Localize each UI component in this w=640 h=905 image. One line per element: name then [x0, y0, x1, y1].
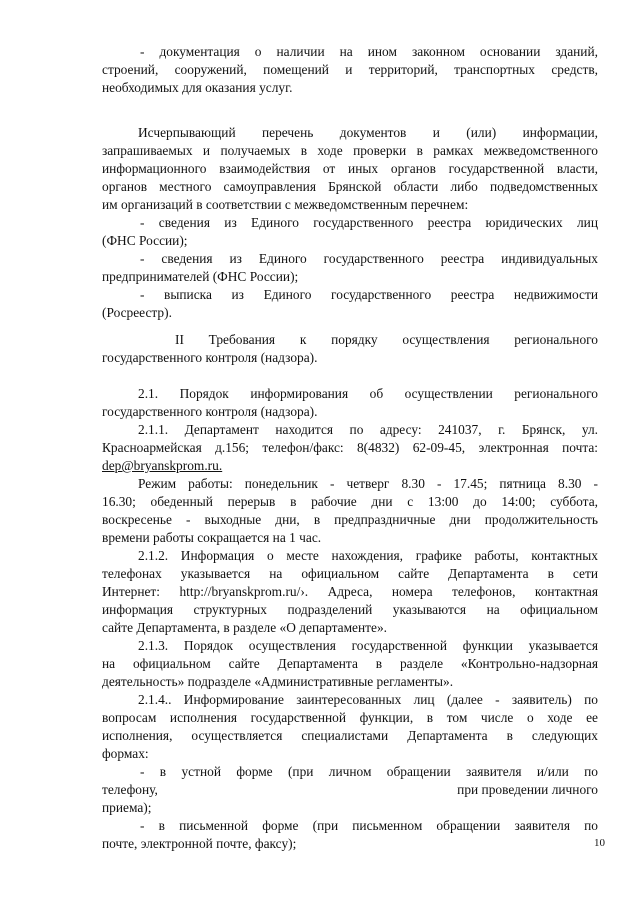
text-line: почте, электронной почте, факсу);	[102, 836, 297, 851]
text-line: приема);	[102, 800, 152, 815]
text-line: запрашиваемых и получаемых в ходе проверки в рамках межведомственного	[102, 143, 598, 158]
text-line: предпринимателей (ФНС России);	[102, 269, 299, 284]
text-line: 2.1.4.. Информирование заинтересованных лиц (далее - заявитель) по	[138, 692, 598, 707]
text-line: государственного контроля (надзора).	[102, 404, 318, 419]
text-line: телефонах указывается на официальном сайте Департамента в сети	[102, 566, 598, 581]
text-line: исполнения, осуществляется специалистами Департамента в следующих	[102, 728, 598, 743]
text-line: времени работы сокращается на 1 час.	[102, 530, 322, 545]
text-line: органов местного самоуправления Брянской области либо подведомственных	[102, 179, 598, 194]
text-line: - выписка из Единого государственного реестра недвижимости	[140, 287, 598, 302]
text-line: им организаций в соответствии с межведомственным перечнем:	[102, 197, 469, 212]
text-fragment: при проведении личного	[457, 782, 598, 797]
text-line: - документация о наличии на ином законном основании зданий,	[140, 44, 598, 59]
text-line: - сведения из Единого государственного реестра индивидуальных	[140, 251, 598, 266]
text-line: Режим работы: понедельник - четверг 8.30 - 17.45; пятница 8.30 -	[138, 476, 598, 491]
text-line: Исчерпывающий перечень документов и (или) информации,	[138, 125, 598, 140]
text-line: информационного взаимодействия от иных органов государственной власти,	[102, 161, 598, 176]
text-line: деятельность» подразделе «Административные регламенты».	[102, 674, 454, 689]
text-line: 2.1.2. Информация о месте нахождения, графике работы, контактных	[138, 548, 598, 563]
text-line: - в письменной форме (при письменном обращении заявителя по	[140, 818, 598, 833]
text-line: строений, сооружений, помещений и территорий, транспортных средств,	[102, 62, 598, 77]
text-line: сайте Департамента, в разделе «О департаменте».	[102, 620, 387, 635]
text-line-split	[102, 781, 598, 799]
email-link[interactable]: dep@bryanskprom.ru.	[102, 458, 223, 473]
page-number: 10	[594, 837, 605, 849]
text-line: вопросам исполнения государственной функции, в том числе о ходе ее	[102, 710, 598, 725]
text-line: Интернет: http://bryanskprom.ru/›. Адреса, номера телефонов, контактная	[102, 584, 598, 599]
text-line: (ФНС России);	[102, 233, 188, 248]
text-line: 16.30; обеденный перерыв в рабочие дни с 13:00 до 14:00; суббота,	[102, 494, 598, 509]
text-line: 2.1.1. Департамент находится по адресу: 241037, г. Брянск, ул.	[138, 422, 598, 437]
text-line: на официальном сайте Департамента в разделе «Контрольно-надзорная	[102, 656, 598, 671]
text-line: 2.1. Порядок информирования об осуществлении регионального	[138, 386, 598, 401]
text-line: - сведения из Единого государственного реестра юридических лиц	[140, 215, 598, 230]
section-heading-cont: государственного контроля (надзора).	[102, 350, 318, 365]
text-line: формах:	[102, 746, 149, 761]
text-line: 2.1.3. Порядок осуществления государственной функции указывается	[138, 638, 598, 653]
text-line: Красноармейская д.156; телефон/факс: 8(4832) 62-09-45, электронная почта:	[102, 440, 598, 455]
text-fragment: телефону,	[102, 782, 158, 797]
section-heading: II Требования к порядку осуществления регионального	[175, 332, 598, 347]
text-line: информация структурных подразделений указываются на официальном	[102, 602, 598, 617]
text-line: воскресенье - выходные дни, в предпраздничные дни продолжительность	[102, 512, 598, 527]
text-line: (Росреестр).	[102, 305, 172, 320]
text-line: - в устной форме (при личном обращении заявителя и/или по	[140, 764, 598, 779]
text-line: необходимых для оказания услуг.	[102, 80, 293, 95]
